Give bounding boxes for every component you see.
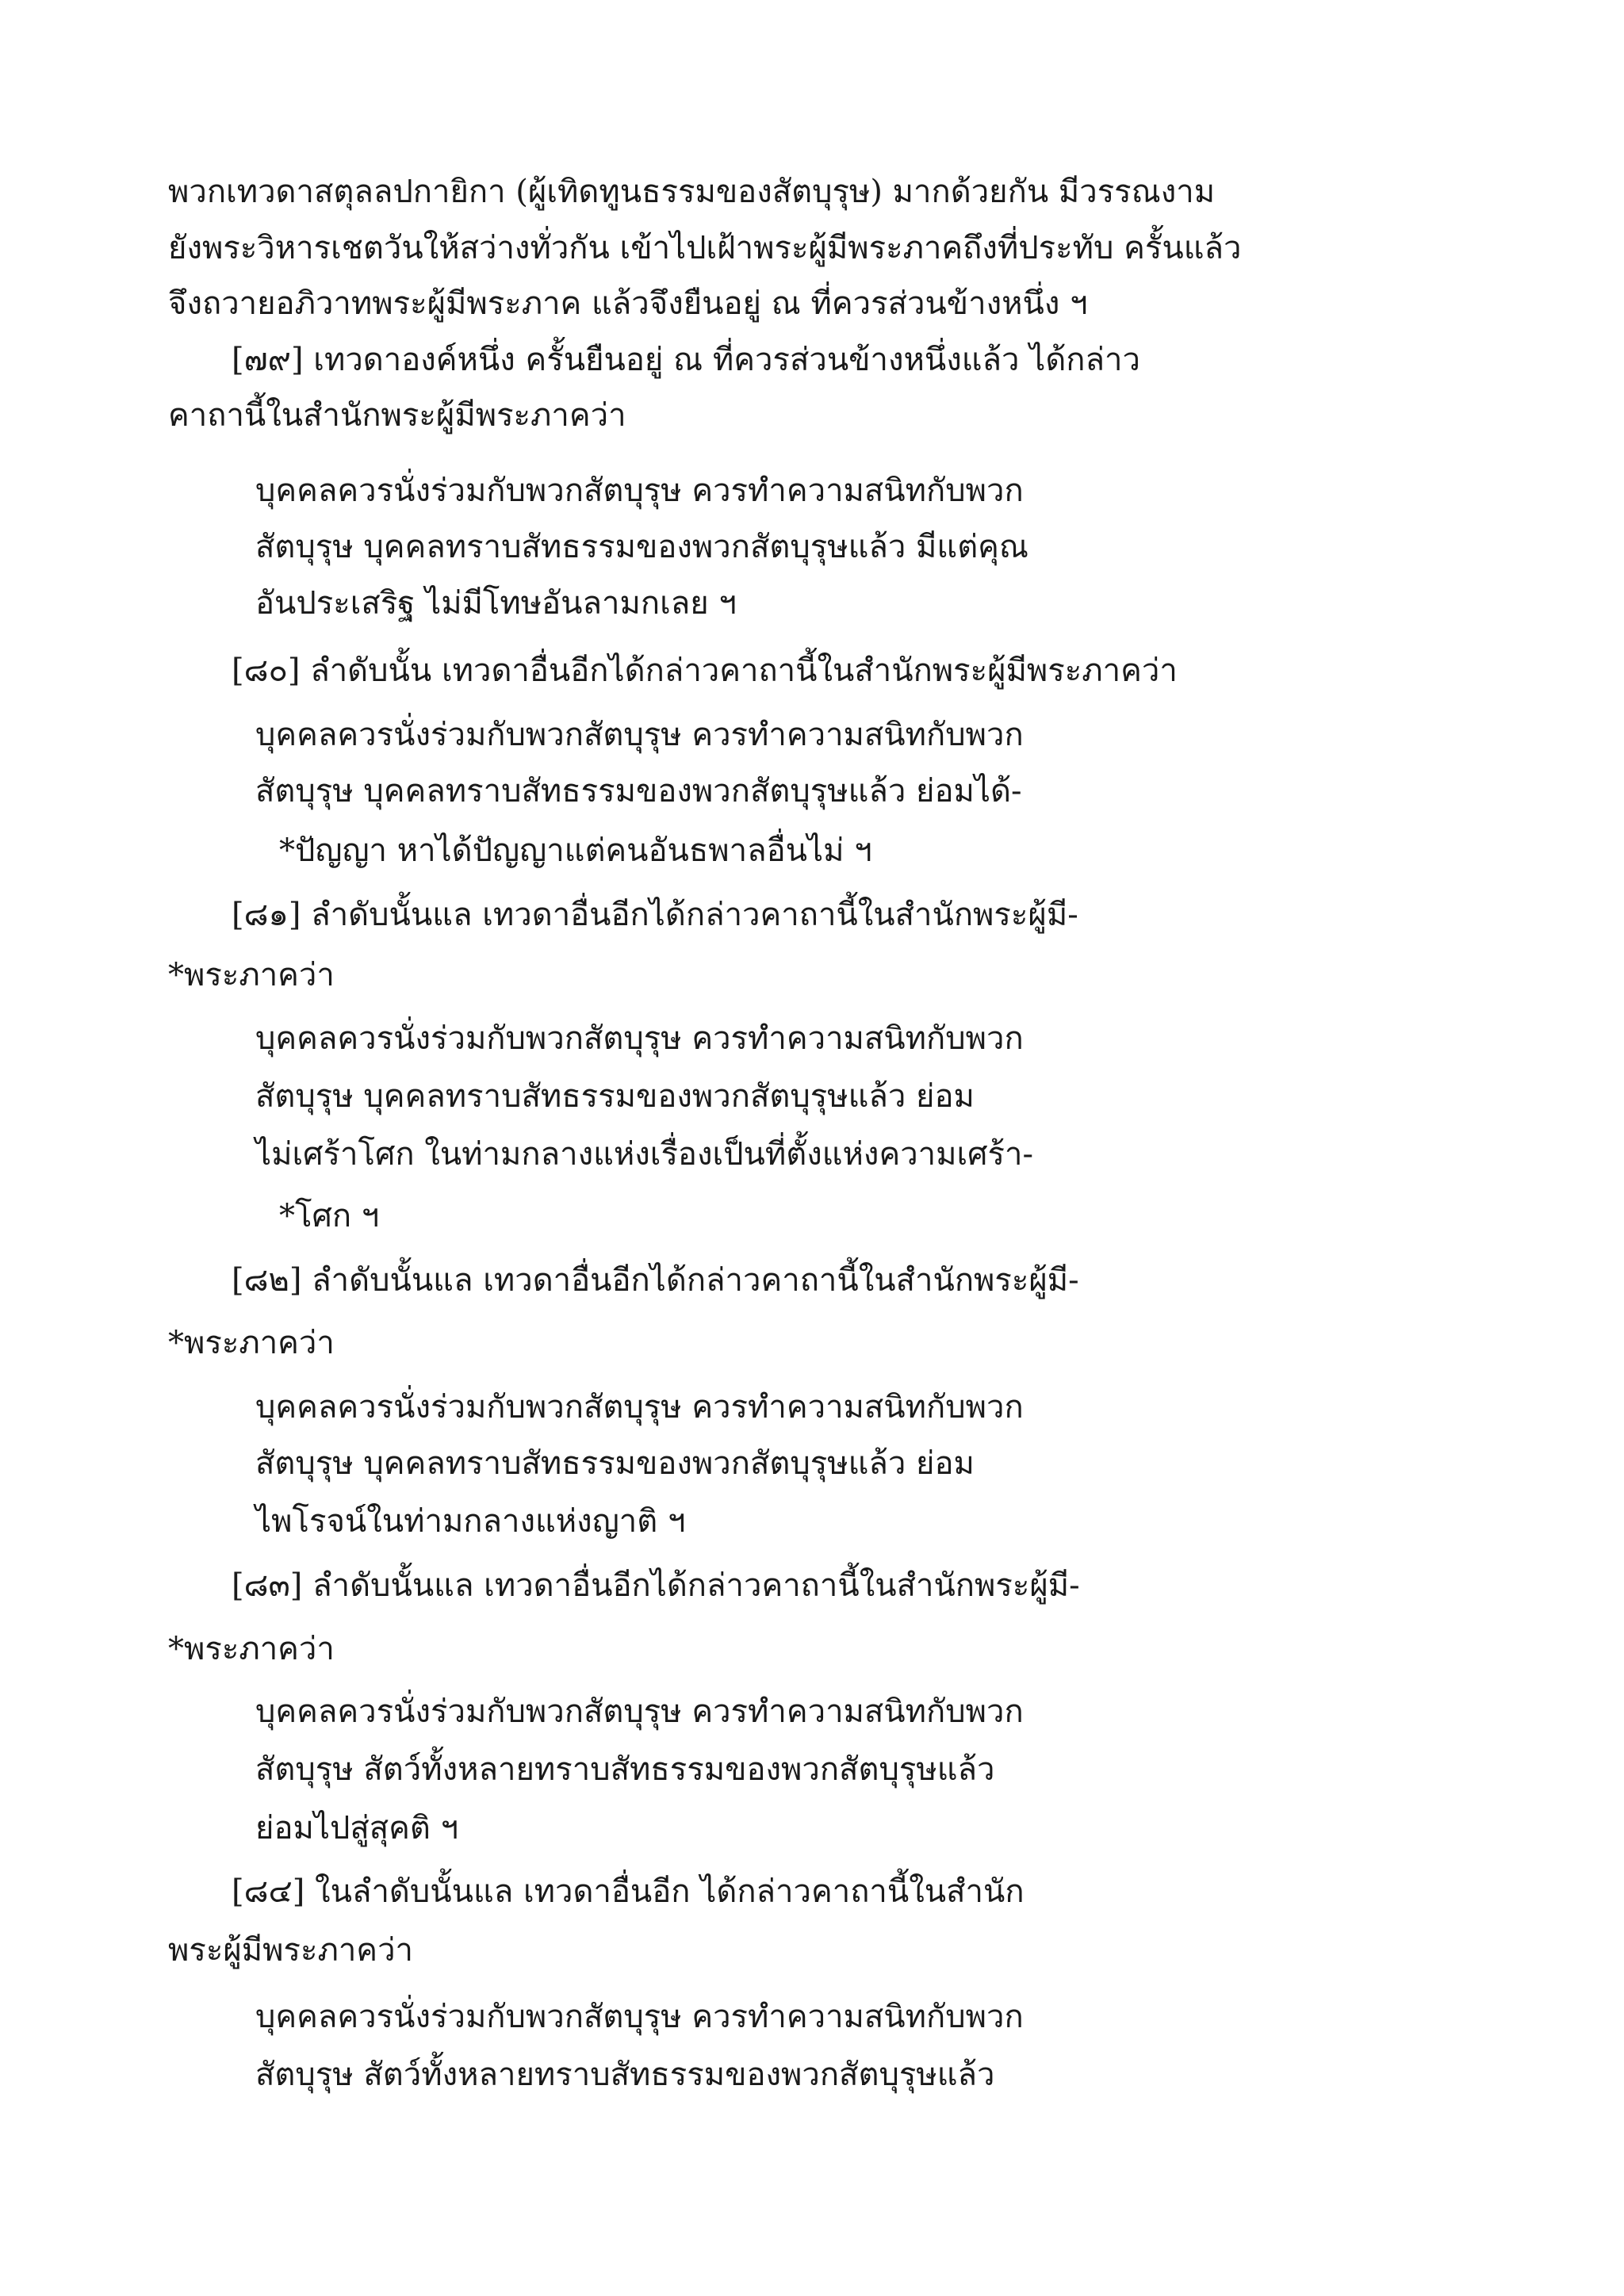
verse-line: สัตบุรุษ บุคคลทราบสัทธรรมของพวกสัตบุรุษแล้ว มีแต่คุณ xyxy=(255,529,1029,565)
verse-line: อันประเสริฐ ไม่มีโทษอันลามกเลย ฯ xyxy=(255,585,737,622)
section-heading-79: [๗๙] เทวดาองค์หนึ่ง ครั้นยืนอยู่ ณ ที่ควรส่วนข้างหนึ่งแล้ว ได้กล่าว xyxy=(232,342,1140,378)
verse-line: บุคคลควรนั่งร่วมกับพวกสัตบุรุษ ควรทำความสนิทกับพวก xyxy=(255,473,1024,509)
verse-line: สัตบุรุษ บุคคลทราบสัทธรรมของพวกสัตบุรุษแล้ว ย่อม xyxy=(255,1078,975,1115)
text-line: คาถานี้ในสำนักพระผู้มีพระภาคว่า xyxy=(168,397,626,434)
verse-line: บุคคลควรนั่งร่วมกับพวกสัตบุรุษ ควรทำความสนิทกับพวก xyxy=(255,1389,1024,1425)
section-heading-80: [๘๐] ลำดับนั้น เทวดาอื่นอีกได้กล่าวคาถานี้ในสำนักพระผู้มีพระภาคว่า xyxy=(232,652,1178,689)
verse-line: *ปัญญา หาได้ปัญญาแต่คนอันธพาลอื่นไม่ ฯ xyxy=(279,832,872,869)
verse-line: บุคคลควรนั่งร่วมกับพวกสัตบุรุษ ควรทำความสนิทกับพวก xyxy=(255,1693,1024,1730)
verse-line: ย่อมไปสู่สุคติ ฯ xyxy=(255,1810,459,1846)
text-line: พระผู้มีพระภาคว่า xyxy=(168,1932,413,1969)
verse-line: บุคคลควรนั่งร่วมกับพวกสัตบุรุษ ควรทำความสนิทกับพวก xyxy=(255,717,1024,753)
verse-line: ไม่เศร้าโศก ในท่ามกลางแห่งเรื่องเป็นที่ตั้งแห่งความเศร้า- xyxy=(255,1136,1034,1173)
text-line: *พระภาคว่า xyxy=(168,1631,335,1667)
verse-line: สัตบุรุษ สัตว์ทั้งหลายทราบสัทธรรมของพวกสัตบุรุษแล้ว xyxy=(255,1751,995,1788)
verse-line: ไพโรจน์ในท่ามกลางแห่งญาติ ฯ xyxy=(255,1503,686,1540)
verse-line: *โศก ฯ xyxy=(279,1198,380,1234)
text-line: ยังพระวิหารเชตวันให้สว่างทั่วกัน เข้าไปเฝ้าพระผู้มีพระภาคถึงที่ประทับ ครั้นแล้ว xyxy=(168,230,1242,266)
text-line: *พระภาคว่า xyxy=(168,957,335,993)
text-line: *พระภาคว่า xyxy=(168,1325,335,1361)
verse-line: สัตบุรุษ บุคคลทราบสัทธรรมของพวกสัตบุรุษแล้ว ย่อม xyxy=(255,1445,975,1482)
text-line: จึงถวายอภิวาทพระผู้มีพระภาค แล้วจึงยืนอยู่ ณ ที่ควรส่วนข้างหนึ่ง ฯ xyxy=(168,285,1088,322)
section-heading-81: [๘๑] ลำดับนั้นแล เทวดาอื่นอีกได้กล่าวคาถานี้ในสำนักพระผู้มี- xyxy=(232,897,1078,933)
text-line: พวกเทวดาสตุลลปกายิกา (ผู้เทิดทูนธรรมของสัตบุรุษ) มากด้วยกัน มีวรรณงาม xyxy=(168,174,1216,210)
verse-line: บุคคลควรนั่งร่วมกับพวกสัตบุรุษ ควรทำความสนิทกับพวก xyxy=(255,1020,1024,1057)
verse-line: สัตบุรุษ บุคคลทราบสัทธรรมของพวกสัตบุรุษแล้ว ย่อมได้- xyxy=(255,773,1022,809)
section-heading-82: [๘๒] ลำดับนั้นแล เทวดาอื่นอีกได้กล่าวคาถานี้ในสำนักพระผู้มี- xyxy=(232,1262,1079,1299)
section-heading-84: [๘๔] ในลำดับนั้นแล เทวดาอื่นอีก ได้กล่าวคาถานี้ในสำนัก xyxy=(232,1873,1025,1910)
section-heading-83: [๘๓] ลำดับนั้นแล เทวดาอื่นอีกได้กล่าวคาถานี้ในสำนักพระผู้มี- xyxy=(232,1567,1080,1604)
verse-line: สัตบุรุษ สัตว์ทั้งหลายทราบสัทธรรมของพวกสัตบุรุษแล้ว xyxy=(255,2057,995,2093)
verse-line: บุคคลควรนั่งร่วมกับพวกสัตบุรุษ ควรทำความสนิทกับพวก xyxy=(255,1999,1024,2035)
